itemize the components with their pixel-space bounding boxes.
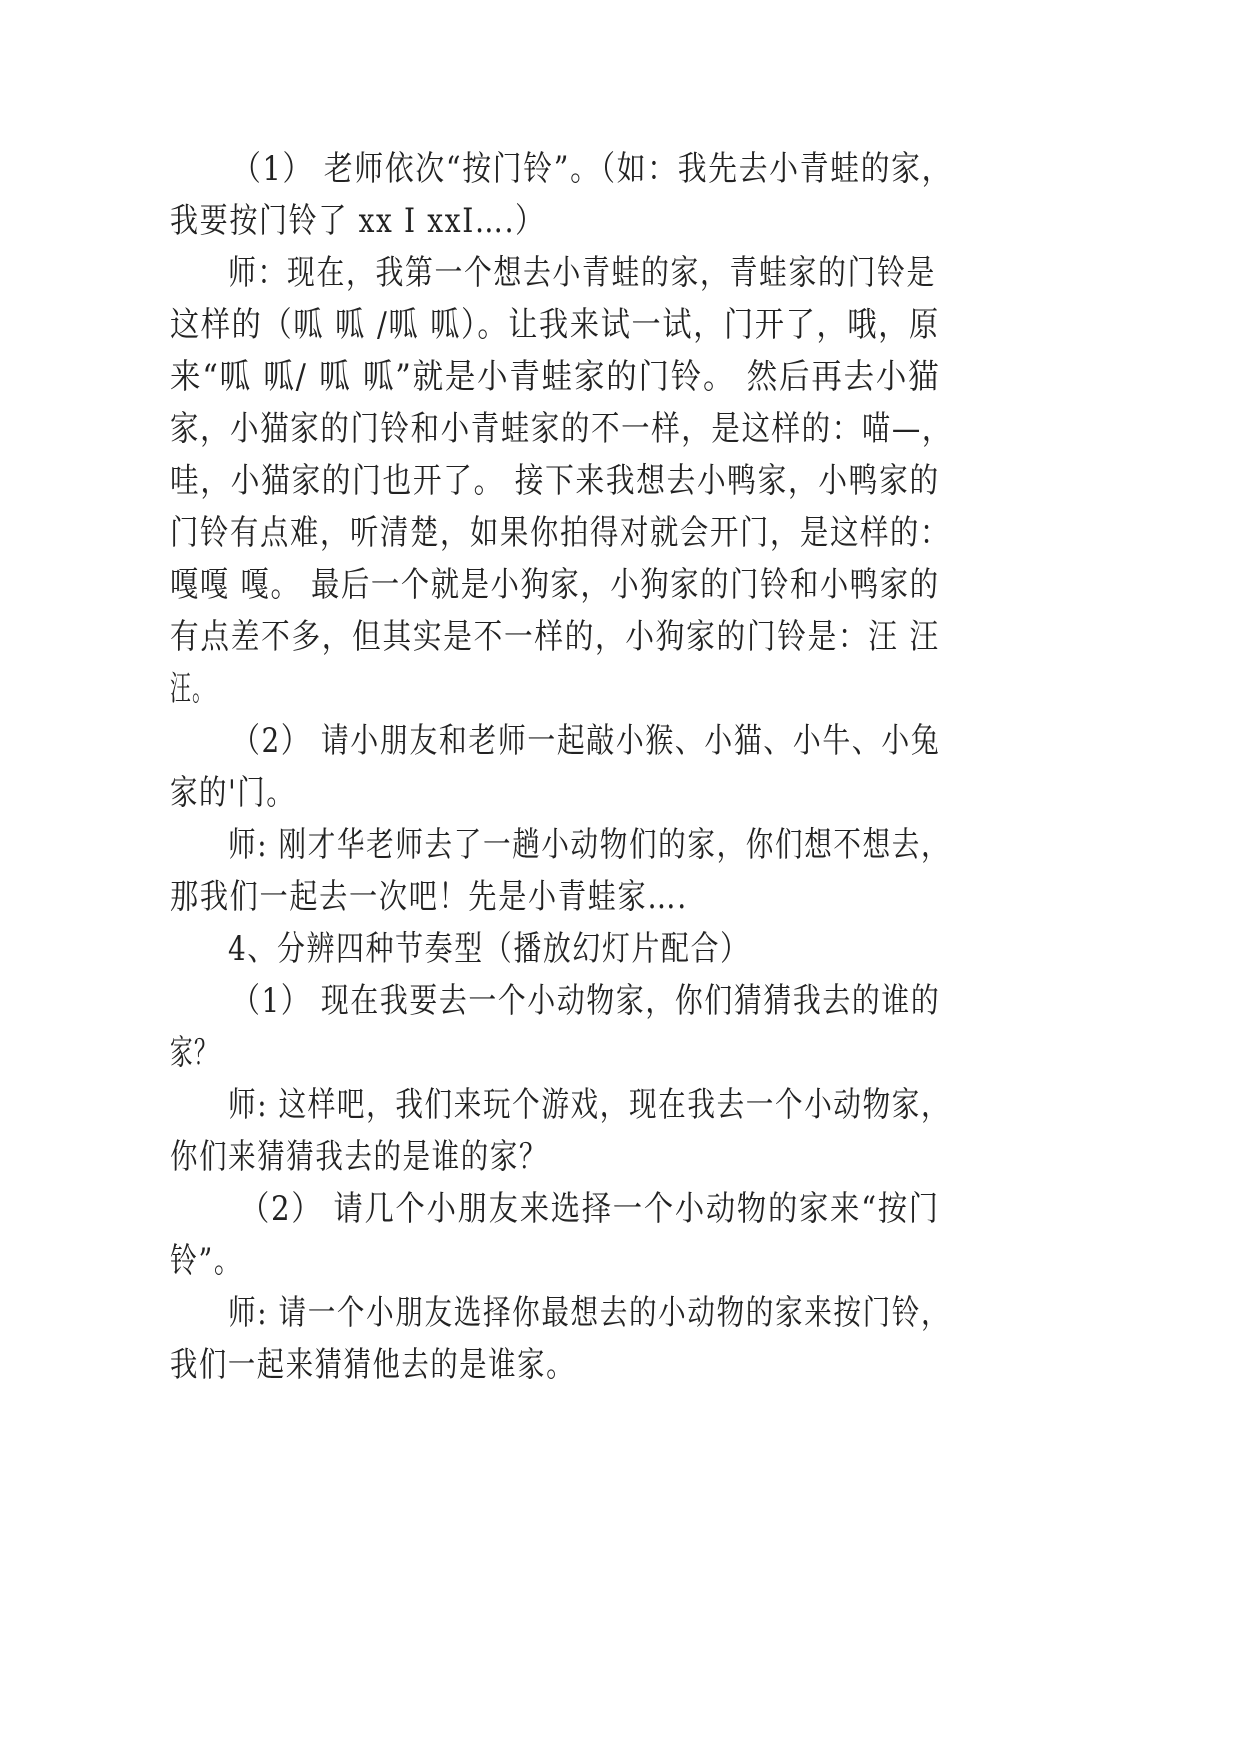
paragraph-line: 铃”。 bbox=[170, 1241, 243, 1281]
paragraph-line: 我要按门铃了 xx I xxI….） bbox=[170, 201, 545, 241]
paragraph-line: 4、分辨四种节奏型（播放幻灯片配合） bbox=[228, 929, 750, 969]
paragraph-line: 师: 这样吧，我们来玩个游戏，现在我去一个小动物家， bbox=[228, 1085, 951, 1125]
paragraph-line: 我们一起来猜猜他去的是谁家。 bbox=[170, 1345, 575, 1385]
paragraph-line: 师：现在，我第一个想去小青蛙的家，青蛙家的门铃是 bbox=[228, 253, 936, 293]
paragraph-line: 那我们一起去一次吧！先是小青蛙家…. bbox=[170, 877, 688, 917]
paragraph-line: （1） 现在我要去一个小动物家，你们猜猜我去的谁的 bbox=[232, 981, 941, 1021]
paragraph-line: （2） 请小朋友和老师一起敲小猴、小猫、小牛、小兔 bbox=[232, 721, 941, 761]
paragraph-line: （1） 老师依次“按门铃”。（如：我先去小青蛙的家， bbox=[232, 149, 953, 189]
paragraph-line: 师: 刚才华老师去了一趟小动物们的家，你们想不想去， bbox=[228, 825, 951, 865]
paragraph-line: （2） 请几个小朋友来选择一个小动物的家来“按门 bbox=[240, 1189, 940, 1229]
paragraph-line: 家？ bbox=[170, 1033, 218, 1073]
paragraph-line: 嘎嘎 嘎。 最后一个就是小狗家，小狗家的门铃和小鸭家的 bbox=[170, 565, 940, 605]
paragraph-line: 家，小猫家的门铃和小青蛙家的不一样，是这样的：喵—， bbox=[170, 409, 952, 449]
paragraph-line: 门铃有点难，听清楚，如果你拍得对就会开门，是这样的： bbox=[170, 513, 950, 553]
paragraph-line: 汪。 bbox=[170, 669, 214, 709]
paragraph-line: 这样的（呱 呱 /呱 呱）。让我来试一试，门开了，哦，原 bbox=[170, 305, 940, 345]
paragraph-line: 哇，小猫家的门也开了。 接下来我想去小鸭家，小鸭家的 bbox=[170, 461, 940, 501]
paragraph-line: 师: 请一个小朋友选择你最想去的小动物的家来按门铃， bbox=[228, 1293, 951, 1333]
paragraph-line: 你们来猜猜我去的是谁的家？ bbox=[170, 1137, 548, 1177]
paragraph-line: 家的'门。 bbox=[170, 773, 296, 813]
paragraph-line: 有点差不多，但其实是不一样的，小狗家的门铃是：汪 汪 bbox=[170, 617, 940, 657]
paragraph-line: 来“呱 呱/ 呱 呱”就是小青蛙家的门铃。 然后再去小猫 bbox=[170, 357, 941, 397]
